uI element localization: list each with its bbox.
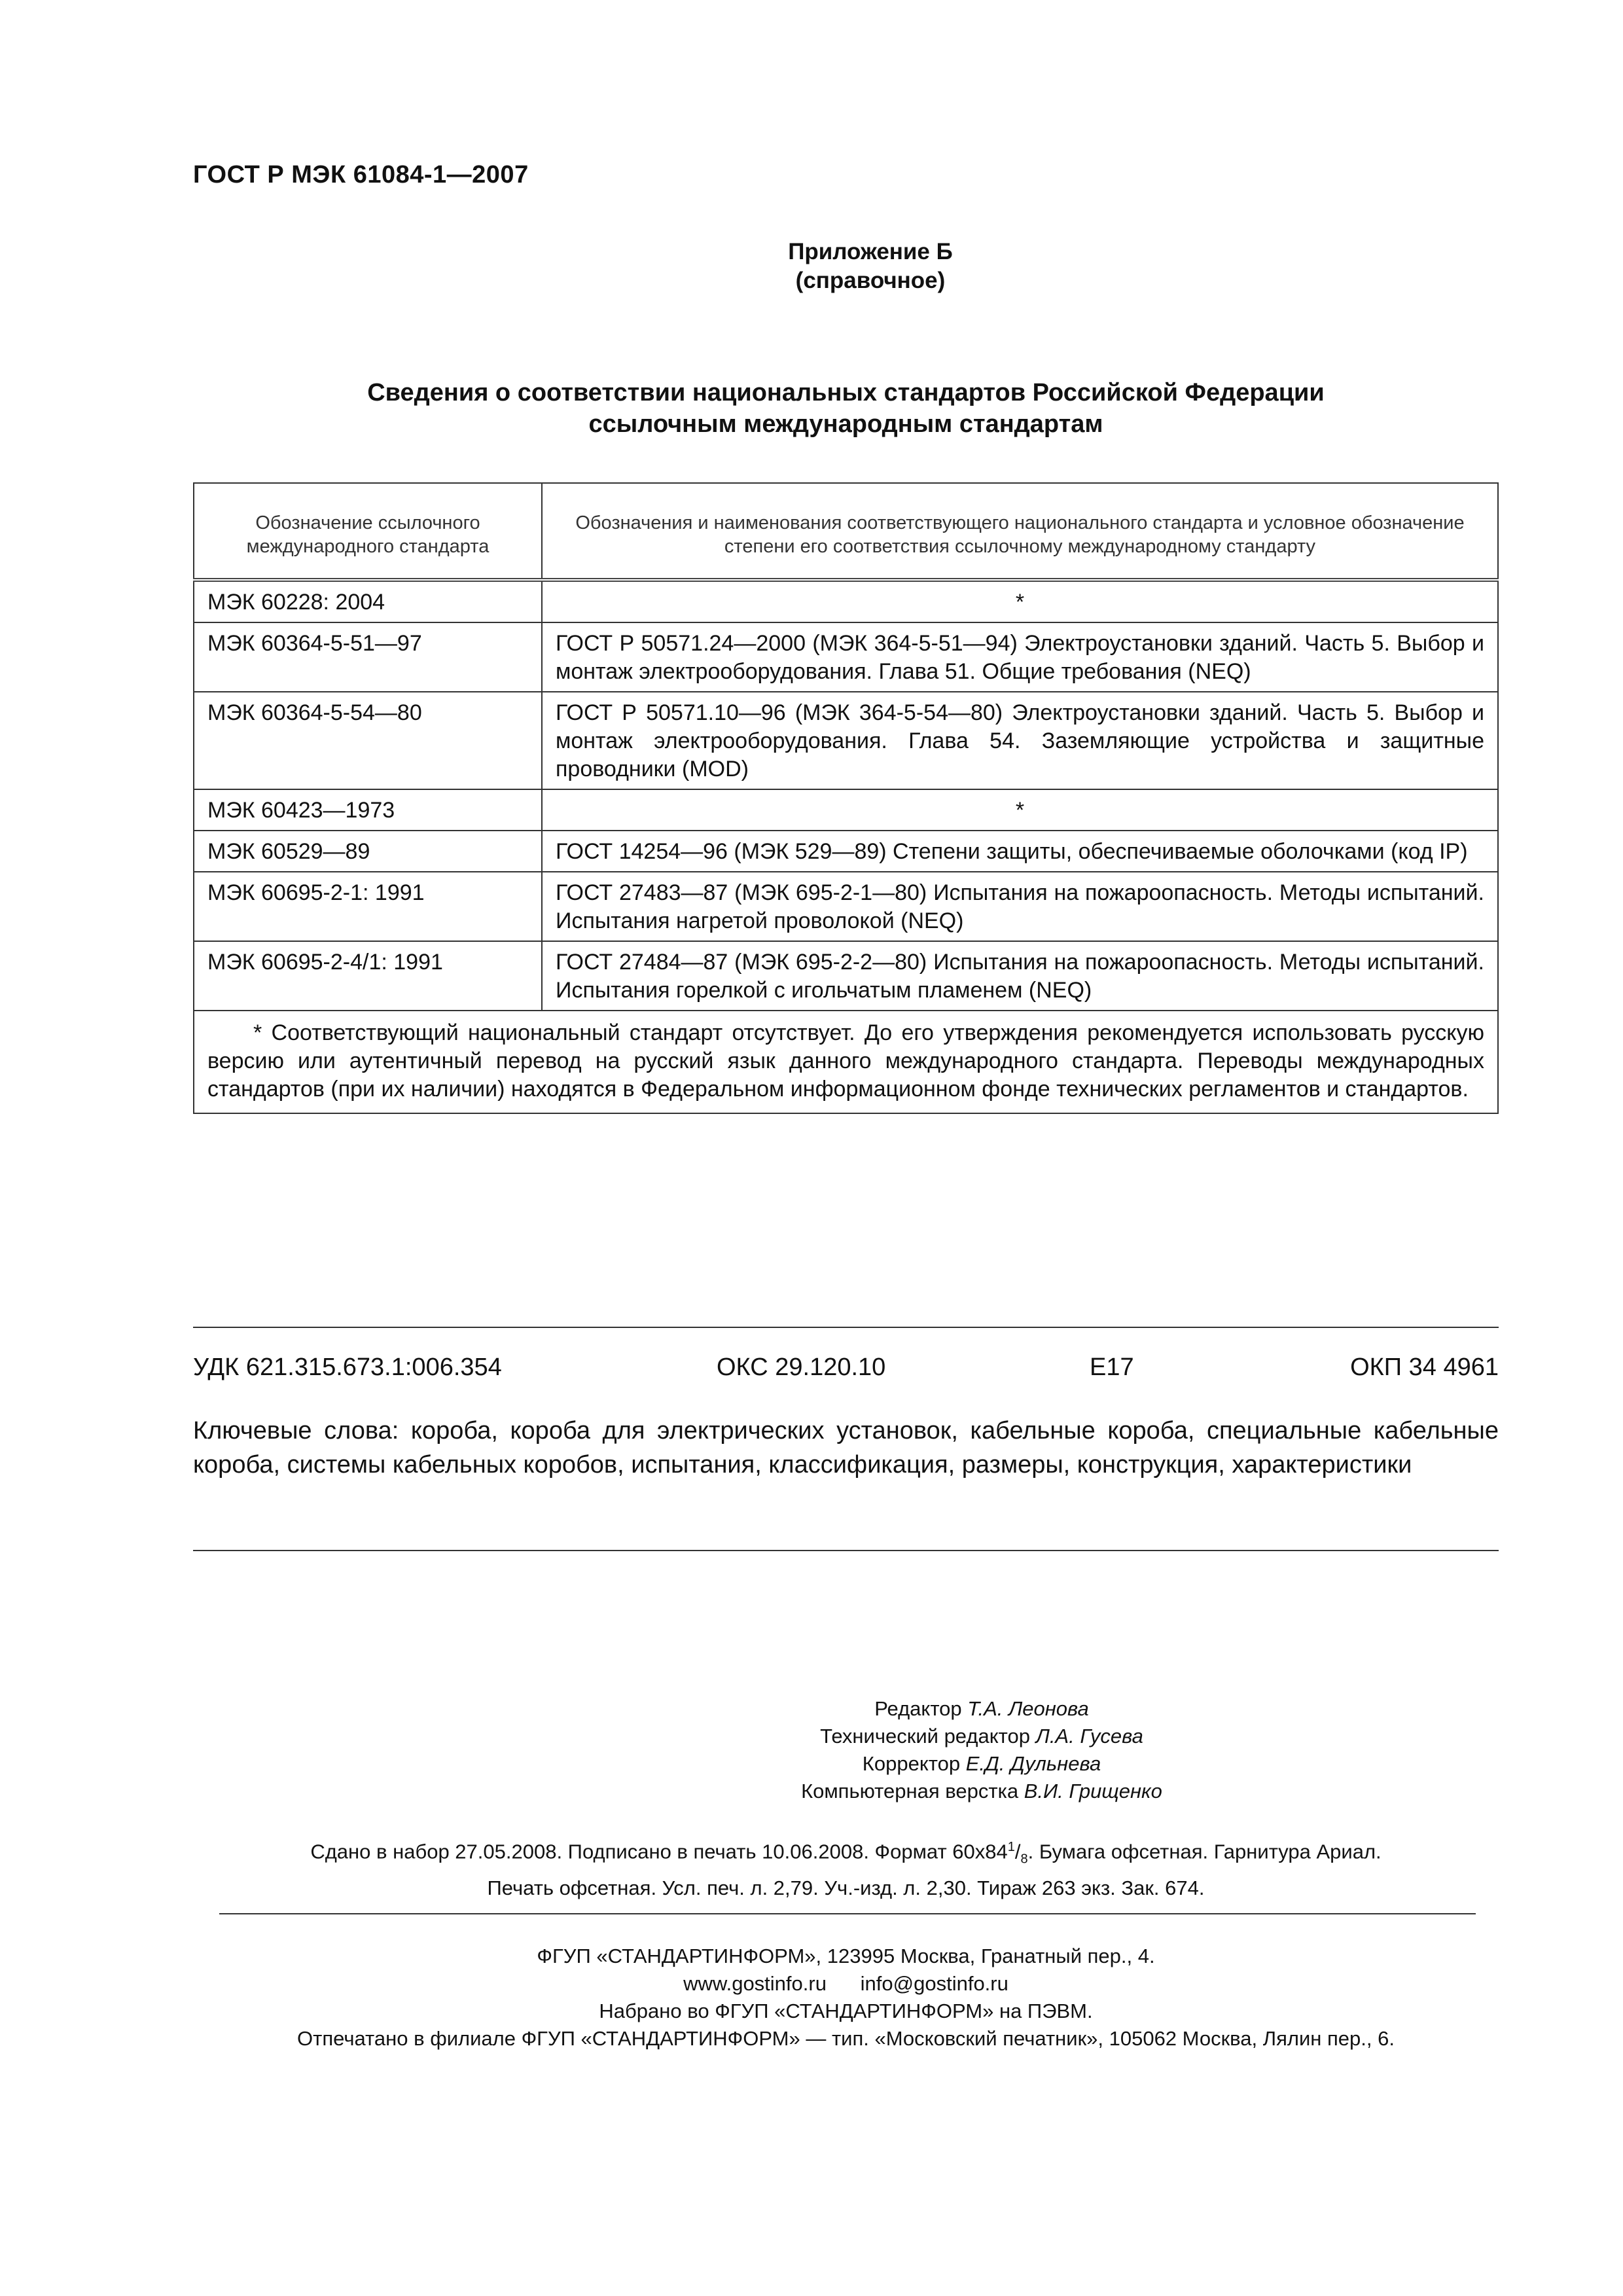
national-standard-cell: ГОСТ 27483—87 (МЭК 695-2-1—80) Испытания на пожароопасность. Методы испытаний. Испытания нагретой проволокой (NEQ) — [542, 872, 1498, 941]
correspondence-table — [193, 482, 1499, 1114]
table-footnote — [194, 1011, 1498, 1113]
credit-layout: Компьютерная верстка В.И. Грищенко — [801, 1780, 1162, 1803]
divider-top — [193, 1327, 1499, 1328]
intl-standard-cell: МЭК 60228: 2004 — [194, 580, 542, 622]
intl-standard-cell: МЭК 60364-5-54—80 — [194, 692, 542, 789]
oks-code: ОКС 29.120.10 — [717, 1354, 886, 1381]
annex-type: (справочное) — [795, 268, 946, 293]
national-standard-cell: ГОСТ Р 50571.24—2000 (МЭК 364-5-51—94) Электроустановки зданий. Часть 5. Выбор и монтаж электрооборудования. Глава 51. Общие требования (NEQ) — [542, 622, 1498, 692]
table-row — [194, 622, 1498, 692]
footnote-text: * Соответствующий национальный стандарт отсутствует. До его утверждения рекомендуется использовать русскую версию или аутентичный перевод на русский язык данного международного стандарта. Переводы международных стандартов (при их наличии) находятся в Федеральном информационном фонде технических регламентов и стандартов. — [207, 1020, 1484, 1102]
printing-line-2: Печать офсетная. Усл. печ. л. 2,79. Уч.-изд. л. 2,30. Тираж 263 экз. Зак. 674. — [487, 1876, 1205, 1899]
table-header-row — [194, 483, 1498, 580]
national-standard-cell: * — [542, 580, 1498, 622]
credit-tech-editor: Технический редактор Л.А. Гусева — [820, 1725, 1143, 1748]
intl-standard-cell: МЭК 60529—89 — [194, 831, 542, 872]
e-code: Е17 — [1090, 1354, 1134, 1381]
publisher-site-link[interactable]: www.gostinfo.ru — [683, 1972, 827, 1995]
printing-info — [193, 1833, 1499, 1903]
credits — [589, 1695, 1374, 1805]
table-row — [194, 831, 1498, 872]
publisher-email-link[interactable]: info@gostinfo.ru — [860, 1972, 1008, 1995]
national-standard-cell: * — [542, 789, 1498, 831]
national-standard-cell: ГОСТ 14254—96 (МЭК 529—89) Степени защиты, обеспечиваемые оболочками (код IP) — [542, 831, 1498, 872]
title-line-2: ссылочным международным стандартам — [588, 410, 1103, 438]
national-standard-cell: ГОСТ Р 50571.10—96 (МЭК 364-5-54—80) Электроустановки зданий. Часть 5. Выбор и монтаж электрооборудования. Глава 54. Заземляющие устройства и защитные проводники (MOD) — [542, 692, 1498, 789]
intl-standard-cell: МЭК 60695-2-1: 1991 — [194, 872, 542, 941]
annex-heading — [740, 238, 1001, 295]
printed-at-info: Отпечатано в филиале ФГУП «СТАНДАРТИНФОРМ» — тип. «Московский печатник», 105062 Москва, Лялин пер., 6. — [297, 2027, 1395, 2050]
credit-editor: Редактор Т.А. Леонова — [874, 1697, 1089, 1720]
standard-designation: ГОСТ Р МЭК 61084-1—2007 — [193, 161, 529, 188]
table-row — [194, 580, 1498, 622]
publisher-address: ФГУП «СТАНДАРТИНФОРМ», 123995 Москва, Гранатный пер., 4. — [537, 1945, 1155, 1967]
table-row — [194, 872, 1498, 941]
page-title — [193, 377, 1499, 440]
table-row — [194, 692, 1498, 789]
table-footnote-row — [194, 1011, 1498, 1113]
national-standard-cell: ГОСТ 27484—87 (МЭК 695-2-2—80) Испытания на пожароопасность. Методы испытаний. Испытания горелкой с игольчатым пламенем (NEQ) — [542, 941, 1498, 1011]
title-line-1: Сведения о соответствии национальных стандартов Российской Федерации — [367, 379, 1325, 406]
col-header-national: Обозначения и наименования соответствующего национального стандарта и условное обозначение степени его соответствия ссылочному международному стандарту — [542, 483, 1498, 580]
table-row — [194, 789, 1498, 831]
divider-bottom — [193, 1550, 1499, 1551]
table-row — [194, 941, 1498, 1011]
intl-standard-cell: МЭК 60695-2-4/1: 1991 — [194, 941, 542, 1011]
publisher-info — [193, 1943, 1499, 2053]
intl-standard-cell: МЭК 60364-5-51—97 — [194, 622, 542, 692]
divider-publisher — [219, 1913, 1476, 1914]
col-header-international: Обозначение ссылочного международного стандарта — [194, 483, 542, 580]
typeset-info: Набрано во ФГУП «СТАНДАРТИНФОРМ» на ПЭВМ. — [599, 2000, 1093, 2022]
keywords: Ключевые слова: короба, короба для электрических установок, кабельные короба, специальные кабельные короба, системы кабельных коробов, испытания, классификация, размеры, конструкция, характеристики — [193, 1417, 1499, 1479]
printing-line-1: Сдано в набор 27.05.2008. Подписано в печать 10.06.2008. Формат $60x84^1/_8$. Бумага офсетная. Гарнитура Ариал. — [310, 1840, 1382, 1867]
credit-corrector: Корректор Е.Д. Дульнева — [862, 1752, 1101, 1775]
intl-standard-cell: МЭК 60423—1973 — [194, 789, 542, 831]
publisher-contacts — [193, 1970, 1499, 1998]
udk-code: УДК 621.315.673.1:006.354 — [193, 1354, 502, 1381]
okp-code: ОКП 34 4961 — [1350, 1354, 1499, 1381]
annex-title: Приложение Б — [788, 239, 953, 264]
